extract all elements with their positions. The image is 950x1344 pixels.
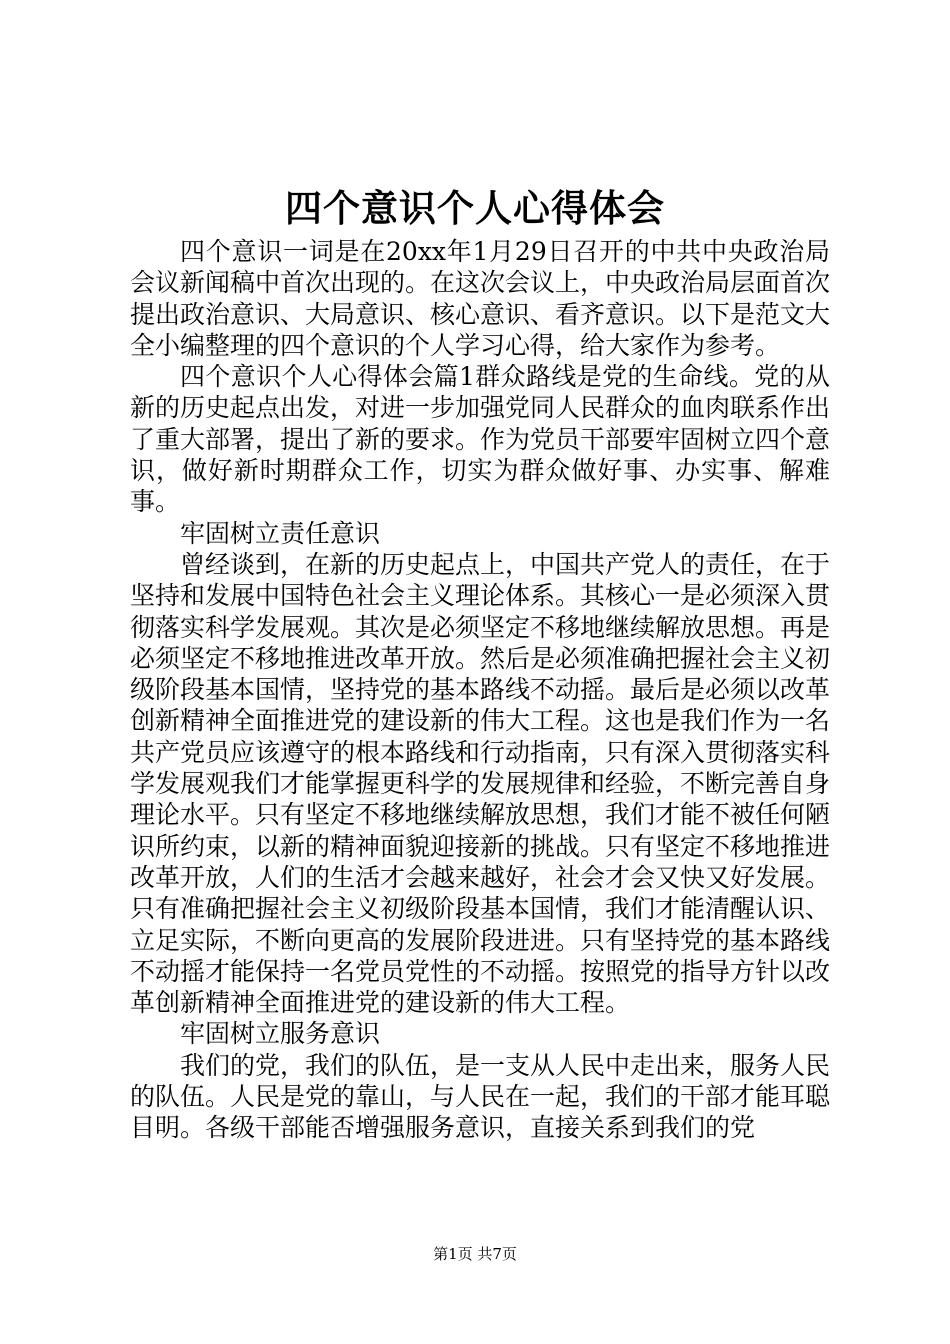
body-paragraph: 我们的党，我们的队伍，是一支从人民中走出来，服务人民的队伍。人民是党的靠山，与人民在一起，我们的干部才能耳聪目明。各级干部能否增强服务意识，直接关系到我们的党	[130, 1050, 831, 1143]
section-heading-responsibility: 牢固树立责任意识	[180, 518, 381, 548]
body-paragraph: 四个意识个人心得体会篇1群众路线是党的生命线。党的从新的历史起点出发，对进一步加强党同人民群众的血肉联系作出了重大部署，提出了新的要求。作为党员干部要牢固树立四个意识，做好新时期群众工作，切实为群众做好事、办实事、解难事。	[130, 362, 831, 517]
section-heading-service: 牢固树立服务意识	[180, 1019, 381, 1049]
intro-paragraph: 四个意识一词是在20xx年1月29日召开的中共中央政治局会议新闻稿中首次出现的。在这次会议上，中央政治局层面首次提出政治意识、大局意识、核心意识、看齐意识。以下是范文大全小编整理的四个意识的个人学习心得，给大家作为参考。	[130, 237, 831, 360]
document-title: 四个意识个人心得体会	[285, 186, 665, 230]
body-paragraph: 曾经谈到，在新的历史起点上，中国共产党人的责任，在于坚持和发展中国特色社会主义理论体系。其核心一是必须深入贯彻落实科学发展观。其次是必须坚定不移地继续解放思想。再是必须坚定不移地推进改革开放。然后是必须准确把握社会主义初级阶段基本国情，坚持党的基本路线不动摇。最后是必须以改革创新精神全面推进党的建设新的伟大工程。这也是我们作为一名共产党员应该遵守的根本路线和行动指南，只有深入贯彻落实科学发展观我们才能掌握更科学的发展规律和经验，不断完善自身理论水平。只有坚定不移地继续解放思想，我们才能不被任何陋识所约束，以新的精神面貌迎接新的挑战。只有坚定不移地推进改革开放，人们的生活才会越来越好，社会才会又快又好发展。只有准确把握社会主义初级阶段基本国情，我们才能清醒认识、立足实际，不断向更高的发展阶段进进。只有坚持党的基本路线不动摇才能保持一名党员党性的不动摇。按照党的指导方针以改革创新精神全面推进党的建设新的伟大工程。	[130, 549, 831, 1018]
page-footer: 第1页 共7页	[433, 1245, 517, 1263]
document-body	[130, 236, 830, 1144]
